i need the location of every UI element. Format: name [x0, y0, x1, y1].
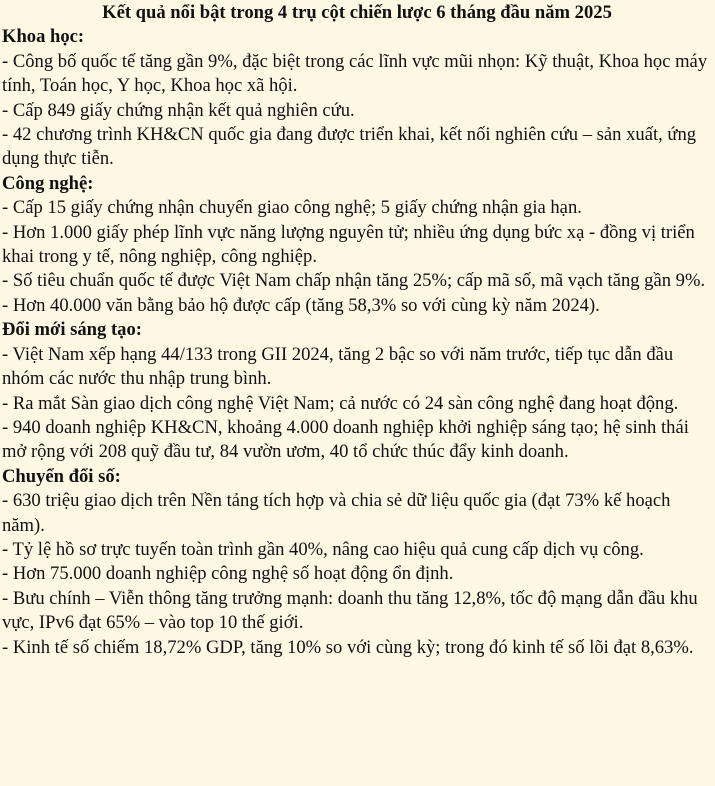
- section-heading: Chuyển đổi số:: [2, 465, 121, 487]
- bullet-item: - Ra mắt Sàn giao dịch công nghệ Việt Nam; cả nước có 24 sàn công nghệ đang hoạt động.: [2, 392, 679, 414]
- bullet-item: - Kinh tế số chiếm 18,72% GDP, tăng 10% so với cùng kỳ; trong đó kinh tế số lõi đạt 8,63%.: [2, 636, 694, 658]
- section-heading: Công nghệ:: [2, 172, 94, 194]
- section-heading: Khoa học:: [2, 26, 85, 48]
- bullet-item: - Hơn 75.000 doanh nghiệp công nghệ số hoạt động ổn định.: [2, 563, 454, 585]
- bullet-item: - Hơn 40.000 văn bằng bảo hộ được cấp (tăng 58,3% so với cùng kỳ năm 2024).: [2, 294, 600, 316]
- section-heading: Đổi mới sáng tạo:: [2, 319, 142, 341]
- bullet-item: - Tỷ lệ hồ sơ trực tuyến toàn trình gần 40%, nâng cao hiệu quả cung cấp dịch vụ công.: [2, 538, 644, 560]
- bullet-item: - Số tiêu chuẩn quốc tế được Việt Nam chấp nhận tăng 25%; cấp mã số, mã vạch tăng gần 9%.: [2, 270, 706, 292]
- bullet-item: - Bưu chính – Viễn thông tăng trưởng mạnh: doanh thu tăng 12,8%, tốc độ mạng dẫn đầu khu vực, IPv6 đạt 65% – vào top 10 thế giới.: [2, 587, 698, 634]
- bullet-item: - 630 triệu giao dịch trên Nền tảng tích hợp và chia sẻ dữ liệu quốc gia (đạt 73% kế hoạch năm).: [2, 490, 671, 536]
- bullet-item: - Công bố quốc tế tăng gần 9%, đặc biệt trong các lĩnh vực mũi nhọn: Kỹ thuật, Khoa học máy tính, Toán học, Y học, Khoa học xã hội.: [2, 50, 708, 97]
- section-digital-transformation: [2, 465, 712, 660]
- bullet-item: - Cấp 15 giấy chứng nhận chuyển giao công nghệ; 5 giấy chứng nhận gia hạn.: [2, 197, 582, 219]
- bullet-item: - Việt Nam xếp hạng 44/133 trong GII 2024, tăng 2 bậc so với năm trước, tiếp tục dẫn đầu nhóm các nước thu nhập trung bình.: [2, 343, 674, 390]
- section-technology: [2, 172, 712, 318]
- section-innovation: [2, 318, 712, 464]
- bullet-item: - 940 doanh nghiệp KH&CN, khoảng 4.000 doanh nghiệp khởi nghiệp sáng tạo; hệ sinh thái mở rộng với 208 quỹ đầu tư, 84 vườn ươm, 40 tổ chức thúc đẩy kinh doanh.: [2, 416, 689, 463]
- bullet-item: - Hơn 1.000 giấy phép lĩnh vực năng lượng nguyên tử; nhiều ứng dụng bức xạ - đồng vị triển khai trong y tế, nông nghiệp, công nghiệp.: [2, 221, 695, 268]
- document-title: Kết quả nổi bật trong 4 trụ cột chiến lược 6 tháng đầu năm 2025: [102, 2, 612, 23]
- bullet-item: - 42 chương trình KH&CN quốc gia đang được triển khai, kết nối nghiên cứu – sản xuất, ứng dụng thực tiễn.: [2, 124, 697, 170]
- bullet-item: - Cấp 849 giấy chứng nhận kết quả nghiên cứu.: [2, 99, 355, 121]
- section-science: [2, 25, 712, 171]
